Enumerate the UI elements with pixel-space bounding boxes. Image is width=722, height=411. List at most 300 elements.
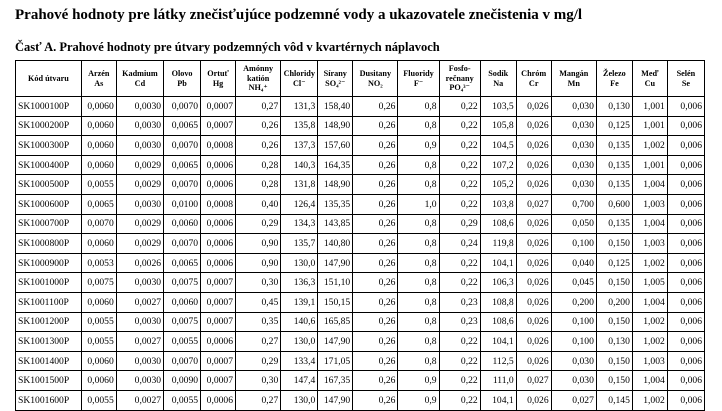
value-cell: 0,006 — [667, 155, 704, 175]
value-cell: 0,006 — [667, 97, 704, 117]
value-cell: 0,200 — [596, 292, 632, 312]
value-cell: 0,0075 — [164, 273, 201, 293]
value-cell: 0,150 — [596, 351, 632, 371]
column-header-name: Olovo — [171, 68, 193, 78]
value-cell: 0,0030 — [116, 194, 163, 214]
body-code-cell: SK1000300P — [16, 136, 82, 156]
value-cell: 0,0070 — [81, 214, 116, 234]
column-header-symbol: As — [94, 78, 104, 88]
table-header-row — [16, 61, 705, 97]
document-title: Prahové hodnoty pre látky znečisťujúce podzemné vody a ukazovatele znečistenia v mg/l — [15, 7, 583, 23]
value-cell: 0,0055 — [81, 175, 116, 195]
value-cell: 0,0075 — [164, 312, 201, 332]
value-cell: 0,125 — [596, 253, 632, 273]
value-cell: 0,22 — [439, 116, 480, 136]
value-cell: 0,26 — [353, 371, 398, 391]
value-cell: 0,26 — [353, 253, 398, 273]
value-cell: 0,026 — [516, 175, 551, 195]
value-cell: 0,026 — [516, 332, 551, 352]
column-header-name: Sírany — [323, 68, 347, 78]
body-code-cell: SK1001600P — [16, 390, 82, 410]
value-cell: 104,1 — [480, 332, 516, 352]
column-header — [439, 61, 480, 97]
value-cell: 0,027 — [516, 194, 551, 214]
table-row — [16, 332, 705, 352]
column-header — [480, 61, 516, 97]
value-cell: 0,8 — [398, 234, 439, 254]
value-cell: 147,4 — [281, 371, 318, 391]
value-cell: 0,150 — [596, 312, 632, 332]
value-cell: 134,3 — [281, 214, 318, 234]
value-cell: 0,0065 — [164, 116, 201, 136]
value-cell: 0,24 — [439, 234, 480, 254]
value-cell: 135,35 — [318, 194, 353, 214]
value-cell: 131,3 — [281, 97, 318, 117]
table-row — [16, 136, 705, 156]
value-cell: 0,006 — [667, 332, 704, 352]
value-cell: 0,26 — [236, 136, 281, 156]
section-heading: Časť A. Prahové hodnoty pre útvary podzemných vôd v kvartérnych náplavoch — [15, 40, 440, 54]
value-cell: 137,3 — [281, 136, 318, 156]
value-cell: 0,0030 — [116, 312, 163, 332]
table-row — [16, 97, 705, 117]
value-cell: 0,0070 — [164, 97, 201, 117]
value-cell: 0,26 — [353, 155, 398, 175]
value-cell: 0,0030 — [116, 351, 163, 371]
value-cell: 0,0027 — [116, 390, 163, 410]
value-cell: 0,0027 — [116, 292, 163, 312]
value-cell: 1,003 — [632, 351, 667, 371]
value-cell: 140,3 — [281, 155, 318, 175]
value-cell: 0,27 — [236, 390, 281, 410]
value-cell: 0,026 — [516, 273, 551, 293]
value-cell: 1,003 — [632, 234, 667, 254]
value-cell: 171,05 — [318, 351, 353, 371]
column-header-symbol: Cu — [644, 78, 656, 88]
value-cell: 0,027 — [551, 390, 596, 410]
value-cell: 0,0006 — [201, 332, 236, 352]
value-cell: 0,135 — [596, 136, 632, 156]
value-cell: 0,26 — [353, 351, 398, 371]
column-header-symbol: NH₄⁺ — [248, 83, 268, 93]
column-header-name: Železo — [603, 68, 626, 78]
column-header-name: Ortuť — [207, 68, 229, 78]
table-row — [16, 214, 705, 234]
value-cell: 167,35 — [318, 371, 353, 391]
table-row — [16, 351, 705, 371]
value-cell: 0,45 — [236, 292, 281, 312]
value-cell: 1,003 — [632, 194, 667, 214]
value-cell: 1,002 — [632, 136, 667, 156]
value-cell: 0,22 — [439, 390, 480, 410]
body-code-cell: SK1000800P — [16, 234, 82, 254]
table-row — [16, 273, 705, 293]
column-header — [318, 61, 353, 97]
value-cell: 0,90 — [236, 234, 281, 254]
value-cell: 0,26 — [353, 312, 398, 332]
value-cell: 0,0030 — [116, 116, 163, 136]
value-cell: 0,0030 — [116, 97, 163, 117]
value-cell: 140,6 — [281, 312, 318, 332]
value-cell: 0,0100 — [164, 194, 201, 214]
value-cell: 106,3 — [480, 273, 516, 293]
column-header — [551, 61, 596, 97]
value-cell: 147,90 — [318, 390, 353, 410]
value-cell: 0,90 — [236, 253, 281, 273]
column-header — [632, 61, 667, 97]
table-row — [16, 371, 705, 391]
value-cell: 0,150 — [596, 371, 632, 391]
column-header-symbol: Na — [493, 78, 504, 88]
value-cell: 131,8 — [281, 175, 318, 195]
value-cell: 0,130 — [596, 97, 632, 117]
value-cell: 0,026 — [516, 214, 551, 234]
body-code-cell: SK1000200P — [16, 116, 82, 136]
value-cell: 1,004 — [632, 175, 667, 195]
body-code-cell: SK1001100P — [16, 292, 82, 312]
value-cell: 0,135 — [596, 175, 632, 195]
table-row — [16, 390, 705, 410]
value-cell: 0,030 — [551, 351, 596, 371]
value-cell: 1,004 — [632, 292, 667, 312]
column-header-symbol: Fe — [610, 78, 619, 88]
value-cell: 0,0030 — [116, 273, 163, 293]
column-header-symbol: Cr — [528, 78, 539, 88]
value-cell: 0,045 — [551, 273, 596, 293]
value-cell: 0,26 — [236, 116, 281, 136]
column-header-name: Sodík — [488, 68, 509, 78]
column-header — [516, 61, 551, 97]
value-cell: 0,135 — [596, 155, 632, 175]
value-cell: 140,80 — [318, 234, 353, 254]
column-header-symbol: PO₄³⁻ — [449, 83, 470, 93]
value-cell: 0,26 — [353, 136, 398, 156]
value-cell: 0,0053 — [81, 253, 116, 273]
value-cell: 0,28 — [236, 155, 281, 175]
value-cell: 0,0006 — [201, 155, 236, 175]
column-header-name: Meď — [641, 68, 659, 78]
value-cell: 112,5 — [480, 351, 516, 371]
value-cell: 0,0055 — [164, 390, 201, 410]
column-header-name: Kadmium — [122, 68, 158, 78]
column-header-name: Mangán — [559, 68, 589, 78]
value-cell: 0,8 — [398, 97, 439, 117]
value-cell: 0,22 — [439, 194, 480, 214]
value-cell: 0,8 — [398, 175, 439, 195]
value-cell: 119,8 — [480, 234, 516, 254]
value-cell: 0,28 — [236, 175, 281, 195]
value-cell: 0,0026 — [116, 253, 163, 273]
value-cell: 0,600 — [596, 194, 632, 214]
value-cell: 0,0008 — [201, 194, 236, 214]
value-cell: 0,0027 — [116, 332, 163, 352]
value-cell: 0,0060 — [164, 214, 201, 234]
value-cell: 130,0 — [281, 332, 318, 352]
column-header-name: Kód útvaru — [28, 73, 69, 83]
value-cell: 0,100 — [551, 234, 596, 254]
value-cell: 0,22 — [439, 253, 480, 273]
value-cell: 143,85 — [318, 214, 353, 234]
value-cell: 0,8 — [398, 312, 439, 332]
value-cell: 0,0070 — [164, 351, 201, 371]
value-cell: 135,8 — [281, 116, 318, 136]
value-cell: 0,0060 — [81, 371, 116, 391]
value-cell: 0,0070 — [164, 234, 201, 254]
value-cell: 0,0007 — [201, 292, 236, 312]
value-cell: 0,006 — [667, 194, 704, 214]
value-cell: 0,27 — [236, 97, 281, 117]
body-code-cell: SK1000400P — [16, 155, 82, 175]
value-cell: 0,26 — [353, 97, 398, 117]
value-cell: 0,0070 — [164, 136, 201, 156]
column-header — [353, 61, 398, 97]
value-cell: 0,23 — [439, 292, 480, 312]
body-code-cell: SK1000600P — [16, 194, 82, 214]
value-cell: 0,8 — [398, 116, 439, 136]
value-cell: 1,002 — [632, 312, 667, 332]
value-cell: 150,15 — [318, 292, 353, 312]
threshold-table — [15, 60, 705, 411]
value-cell: 0,22 — [439, 175, 480, 195]
table-row — [16, 234, 705, 254]
body-code-cell: SK1001500P — [16, 371, 82, 391]
value-cell: 0,006 — [667, 292, 704, 312]
value-cell: 0,100 — [551, 332, 596, 352]
value-cell: 0,22 — [439, 332, 480, 352]
value-cell: 0,0065 — [164, 253, 201, 273]
value-cell: 0,0055 — [81, 312, 116, 332]
column-header-name: Chróm — [521, 68, 547, 78]
value-cell: 0,030 — [551, 155, 596, 175]
value-cell: 0,0055 — [81, 390, 116, 410]
value-cell: 0,030 — [551, 175, 596, 195]
value-cell: 147,90 — [318, 332, 353, 352]
value-cell: 0,0060 — [81, 97, 116, 117]
value-cell: 0,9 — [398, 371, 439, 391]
value-cell: 133,4 — [281, 351, 318, 371]
value-cell: 111,0 — [480, 371, 516, 391]
body-code-cell: SK1001200P — [16, 312, 82, 332]
value-cell: 0,0008 — [201, 136, 236, 156]
value-cell: 0,26 — [353, 175, 398, 195]
table-row — [16, 312, 705, 332]
value-cell: 0,026 — [516, 292, 551, 312]
column-header-name: Dusitany — [359, 68, 392, 78]
column-header-name: Fluoridy — [403, 68, 434, 78]
value-cell: 0,27 — [236, 332, 281, 352]
column-header-symbol: Se — [681, 78, 690, 88]
value-cell: 0,8 — [398, 332, 439, 352]
value-cell: 0,006 — [667, 136, 704, 156]
column-header-symbol: Cd — [134, 78, 146, 88]
value-cell: 103,8 — [480, 194, 516, 214]
value-cell: 0,006 — [667, 312, 704, 332]
value-cell: 0,8 — [398, 155, 439, 175]
value-cell: 0,026 — [516, 253, 551, 273]
value-cell: 1,004 — [632, 371, 667, 391]
table-row — [16, 253, 705, 273]
value-cell: 0,29 — [439, 214, 480, 234]
table-row — [16, 292, 705, 312]
table-row — [16, 194, 705, 214]
column-header-symbol: Mn — [567, 78, 580, 88]
table-row — [16, 116, 705, 136]
column-header-name: Fosfo-rečnany — [445, 64, 474, 83]
column-header-name: Selén — [676, 68, 696, 78]
value-cell: 0,006 — [667, 351, 704, 371]
value-cell: 0,0065 — [164, 155, 201, 175]
value-cell: 0,026 — [516, 312, 551, 332]
value-cell: 1,001 — [632, 116, 667, 136]
value-cell: 108,6 — [480, 214, 516, 234]
value-cell: 139,1 — [281, 292, 318, 312]
body-code-cell: SK1000900P — [16, 253, 82, 273]
value-cell: 0,130 — [596, 332, 632, 352]
value-cell: 0,026 — [516, 390, 551, 410]
value-cell: 1,001 — [632, 155, 667, 175]
value-cell: 1,002 — [632, 253, 667, 273]
column-header-symbol: SO₄²⁻ — [325, 78, 346, 88]
value-cell: 0,0060 — [81, 351, 116, 371]
value-cell: 0,26 — [353, 332, 398, 352]
value-cell: 0,0060 — [81, 155, 116, 175]
value-cell: 130,0 — [281, 390, 318, 410]
value-cell: 0,40 — [236, 194, 281, 214]
table-row — [16, 175, 705, 195]
value-cell: 0,8 — [398, 351, 439, 371]
value-cell: 0,26 — [353, 273, 398, 293]
value-cell: 0,9 — [398, 136, 439, 156]
value-cell: 0,145 — [596, 390, 632, 410]
value-cell: 0,8 — [398, 292, 439, 312]
value-cell: 151,10 — [318, 273, 353, 293]
value-cell: 0,23 — [439, 312, 480, 332]
value-cell: 104,1 — [480, 253, 516, 273]
value-cell: 0,0055 — [81, 332, 116, 352]
value-cell: 0,030 — [551, 136, 596, 156]
value-cell: 0,0030 — [116, 371, 163, 391]
value-cell: 1,001 — [632, 97, 667, 117]
column-header-name: Arzén — [88, 68, 110, 78]
value-cell: 0,026 — [516, 351, 551, 371]
value-cell: 0,030 — [551, 116, 596, 136]
value-cell: 108,8 — [480, 292, 516, 312]
value-cell: 0,0006 — [201, 214, 236, 234]
value-cell: 0,9 — [398, 390, 439, 410]
value-cell: 0,0006 — [201, 253, 236, 273]
column-header — [596, 61, 632, 97]
value-cell: 0,0006 — [201, 175, 236, 195]
value-cell: 164,35 — [318, 155, 353, 175]
value-cell: 1,004 — [632, 214, 667, 234]
value-cell: 104,1 — [480, 390, 516, 410]
value-cell: 0,22 — [439, 155, 480, 175]
value-cell: 0,030 — [551, 97, 596, 117]
value-cell: 0,30 — [236, 273, 281, 293]
value-cell: 0,0007 — [201, 371, 236, 391]
value-cell: 0,700 — [551, 194, 596, 214]
body-code-cell: SK1001400P — [16, 351, 82, 371]
column-header-symbol: Cl⁻ — [293, 78, 306, 88]
value-cell: 0,006 — [667, 234, 704, 254]
value-cell: 0,040 — [551, 253, 596, 273]
value-cell: 1,002 — [632, 390, 667, 410]
column-header — [81, 61, 116, 97]
value-cell: 136,3 — [281, 273, 318, 293]
value-cell: 0,0030 — [116, 136, 163, 156]
value-cell: 0,0007 — [201, 273, 236, 293]
value-cell: 0,0070 — [164, 175, 201, 195]
value-cell: 0,150 — [596, 234, 632, 254]
value-cell: 0,26 — [353, 214, 398, 234]
value-cell: 130,0 — [281, 253, 318, 273]
value-cell: 0,26 — [353, 234, 398, 254]
value-cell: 107,2 — [480, 155, 516, 175]
value-cell: 0,0029 — [116, 175, 163, 195]
column-header — [398, 61, 439, 97]
table-row — [16, 155, 705, 175]
column-header-symbol: Pb — [177, 78, 187, 88]
value-cell: 0,030 — [551, 371, 596, 391]
column-header — [164, 61, 201, 97]
value-cell: 0,006 — [667, 175, 704, 195]
value-cell: 0,006 — [667, 116, 704, 136]
value-cell: 0,0029 — [116, 214, 163, 234]
value-cell: 157,60 — [318, 136, 353, 156]
value-cell: 0,0065 — [81, 194, 116, 214]
body-code-cell: SK1001000P — [16, 273, 82, 293]
value-cell: 0,0007 — [201, 116, 236, 136]
value-cell: 1,002 — [632, 332, 667, 352]
body-code-cell: SK1000100P — [16, 97, 82, 117]
value-cell: 0,29 — [236, 214, 281, 234]
column-header — [236, 61, 281, 97]
value-cell: 0,027 — [516, 371, 551, 391]
value-cell: 0,0060 — [81, 234, 116, 254]
value-cell: 0,026 — [516, 116, 551, 136]
value-cell: 0,0060 — [81, 292, 116, 312]
value-cell: 0,150 — [596, 273, 632, 293]
value-cell: 0,8 — [398, 253, 439, 273]
value-cell: 0,0006 — [201, 234, 236, 254]
value-cell: 0,006 — [667, 253, 704, 273]
value-cell: 0,0029 — [116, 234, 163, 254]
column-header — [281, 61, 318, 97]
column-header — [16, 61, 82, 97]
value-cell: 0,8 — [398, 273, 439, 293]
body-code-cell: SK1000500P — [16, 175, 82, 195]
value-cell: 0,0007 — [201, 97, 236, 117]
value-cell: 0,100 — [551, 312, 596, 332]
value-cell: 0,006 — [667, 371, 704, 391]
value-cell: 0,8 — [398, 214, 439, 234]
value-cell: 0,0075 — [81, 273, 116, 293]
value-cell: 0,026 — [516, 136, 551, 156]
value-cell: 0,26 — [353, 116, 398, 136]
value-cell: 0,22 — [439, 371, 480, 391]
value-cell: 0,29 — [236, 351, 281, 371]
value-cell: 0,30 — [236, 371, 281, 391]
value-cell: 103,5 — [480, 97, 516, 117]
value-cell: 104,5 — [480, 136, 516, 156]
value-cell: 0,22 — [439, 351, 480, 371]
value-cell: 0,26 — [353, 390, 398, 410]
value-cell: 0,26 — [353, 194, 398, 214]
column-header — [667, 61, 704, 97]
value-cell: 0,0055 — [164, 332, 201, 352]
value-cell: 148,90 — [318, 175, 353, 195]
value-cell: 0,0006 — [201, 390, 236, 410]
